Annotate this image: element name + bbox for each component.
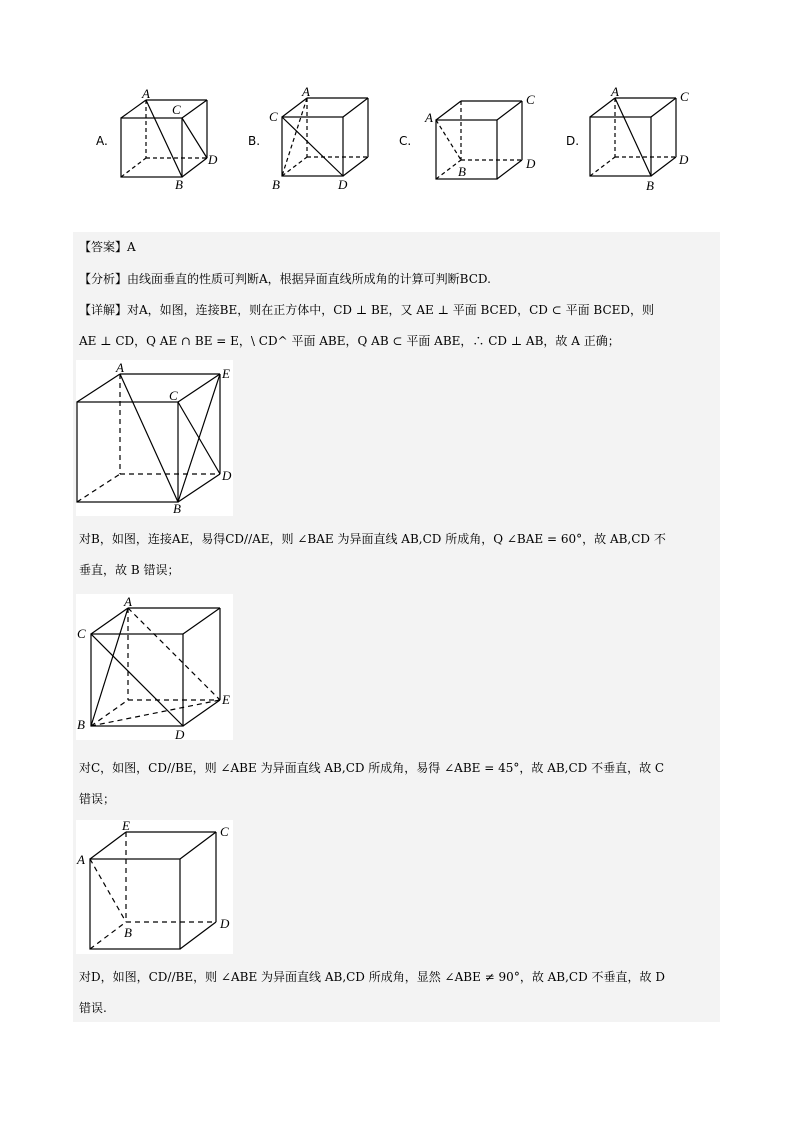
analysis-text: 【分析】由线面垂直的性质可判断A，根据异面直线所成角的计算可判断BCD. xyxy=(79,272,491,286)
b-line-2: 垂直，故 B 错误； xyxy=(79,563,180,577)
answer-text: 【答案】A xyxy=(79,240,136,254)
c-line-2: 错误； xyxy=(79,792,116,806)
option-b-cube xyxy=(282,98,368,176)
figure-c xyxy=(76,820,233,954)
fig-c-point-d: D xyxy=(220,916,230,931)
fig-a-point-e: E xyxy=(222,366,230,381)
c-line-1: 对C，如图，CD//BE，则 ∠ABE 为异面直线 AB,CD 所成角，易得 ∠ABE = 45°，故 AB,CD 不垂直，故 C xyxy=(79,761,665,775)
opt-b-point-d: D xyxy=(338,177,348,192)
opt-b-point-c: C xyxy=(269,109,278,124)
opt-b-point-b: B xyxy=(272,177,280,192)
option-d-cube xyxy=(590,98,676,176)
fig-b-point-e: E xyxy=(222,692,230,707)
b-line-1: 对B，如图，连接AE，易得CD//AE，则 ∠BAE 为异面直线 AB,CD 所成角，Q ∠BAE = 60°，故 AB,CD 不 xyxy=(79,532,666,546)
fig-c-point-a: A xyxy=(77,852,85,867)
option-c-cube xyxy=(436,101,522,179)
fig-a-point-c: C xyxy=(169,388,178,403)
opt-a-point-a: A xyxy=(142,86,150,101)
opt-a-point-b: B xyxy=(175,177,183,192)
opt-c-point-b: B xyxy=(458,164,466,179)
fig-b-point-b: B xyxy=(77,717,85,732)
figure-b xyxy=(76,594,233,740)
option-a-cube xyxy=(121,100,207,177)
option-figures xyxy=(0,80,794,195)
opt-b-point-a: A xyxy=(302,84,310,99)
d-line-1: 对D，如图，CD//BE，则 ∠ABE 为异面直线 AB,CD 所成角，显然 ∠ABE ≠ 90°，故 AB,CD 不垂直，故 D xyxy=(79,970,665,984)
figure-a xyxy=(76,360,233,516)
opt-c-point-a: A xyxy=(425,110,433,125)
option-c-label: C. xyxy=(399,134,412,148)
opt-d-point-b: B xyxy=(646,178,654,193)
fig-b-point-d: D xyxy=(175,727,185,740)
fig-b-point-c: C xyxy=(77,626,86,641)
option-a-label: A. xyxy=(96,134,108,148)
opt-d-point-d: D xyxy=(679,152,689,167)
opt-a-point-d: D xyxy=(208,152,218,167)
fig-a-point-a: A xyxy=(116,360,124,375)
detail-line-1: 【详解】对A，如图，连接BE，则在正方体中，CD ⊥ BE，又 AE ⊥ 平面 BCED，CD ⊂ 平面 BCED，则 xyxy=(79,303,655,317)
fig-c-point-e: E xyxy=(122,820,130,833)
option-b-label: B. xyxy=(248,134,261,148)
opt-d-point-c: C xyxy=(680,89,689,104)
opt-d-point-a: A xyxy=(611,84,619,99)
option-d-label: D. xyxy=(566,134,580,148)
opt-c-point-d: D xyxy=(526,156,536,171)
fig-a-point-b: B xyxy=(173,501,181,516)
opt-c-point-c: C xyxy=(526,92,535,107)
fig-b-point-a: A xyxy=(124,594,132,609)
fig-c-point-b: B xyxy=(124,925,132,940)
fig-c-point-c: C xyxy=(220,824,229,839)
opt-a-point-c: C xyxy=(172,102,181,117)
d-line-2: 错误. xyxy=(79,1001,107,1015)
detail-line-2: AE ⊥ CD，Q AE ∩ BE = E，\ CD^ 平面 ABE，Q AB ⊂ 平面 ABE，∴ CD ⊥ AB，故 A 正确； xyxy=(79,334,620,348)
fig-a-point-d: D xyxy=(222,468,232,483)
